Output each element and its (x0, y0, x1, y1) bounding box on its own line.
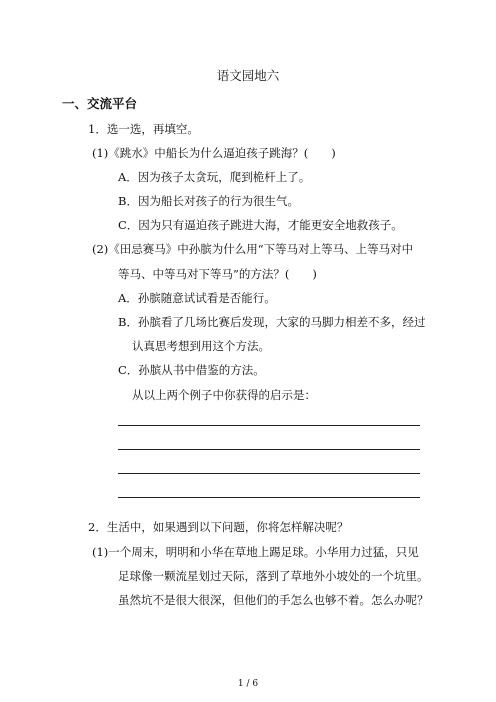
question-1-1-option-c: C．因为只有逼迫孩子跳进大海，才能更安全地救孩子。 (118, 218, 403, 232)
question-1-2-option-b-line2: 认真思考想到用这个方法。 (132, 339, 270, 353)
question-1-2-option-c: C．孙膑从书中借鉴的方法。 (118, 363, 265, 377)
question-1-2-stem-line2: 等马、中等马对下等马”的方法？( ) (118, 267, 317, 281)
answer-line-3[interactable] (118, 473, 420, 474)
question-2-1-line2: 足球像一颗流星划过天际，落到了草地外小坡处的一个坑里。 (118, 569, 429, 583)
page-number: 1 / 6 (237, 679, 259, 689)
inspiration-prompt: 从以上两个例子中你获得的启示是： (132, 388, 316, 402)
question-1-1-option-b: B．因为船长对孩子的行为很生气。 (118, 194, 299, 208)
question-2-1-line1: (1)一个周末，明明和小华在草地上踢足球。小华用力过猛，只见 (92, 545, 419, 559)
question-2-1-line3: 虽然坑不是很大很深，但他们的手怎么也够不着。怎么办呢？ (118, 593, 429, 607)
answer-line-4[interactable] (118, 497, 420, 498)
question-1-2-option-b-line1: B．孙膑看了几场比赛后发现，大家的马脚力相差不多，经过 (118, 315, 426, 329)
question-1-2-stem-line1: (2)《田忌赛马》中孙膑为什么用“下等马对上等马、上等马对中 (92, 242, 414, 256)
question-1-2-option-a: A．孙膑随意试试看是否能行。 (118, 291, 276, 305)
section-heading: 一、交流平台 (62, 96, 138, 111)
answer-line-2[interactable] (118, 449, 420, 450)
question-1-1-option-a: A．因为孩子太贪玩，爬到桅杆上了。 (118, 170, 311, 184)
question-1-1-stem: (1)《跳水》中船长为什么逼迫孩子跳海？( ) (92, 146, 336, 160)
question-2-label: 2．生活中，如果遇到以下问题，你将怎样解决呢？ (88, 520, 349, 534)
page-title: 语文园地六 (216, 68, 280, 83)
answer-line-1[interactable] (118, 425, 420, 426)
question-1-label: 1．选一选，再填空。 (88, 122, 199, 136)
